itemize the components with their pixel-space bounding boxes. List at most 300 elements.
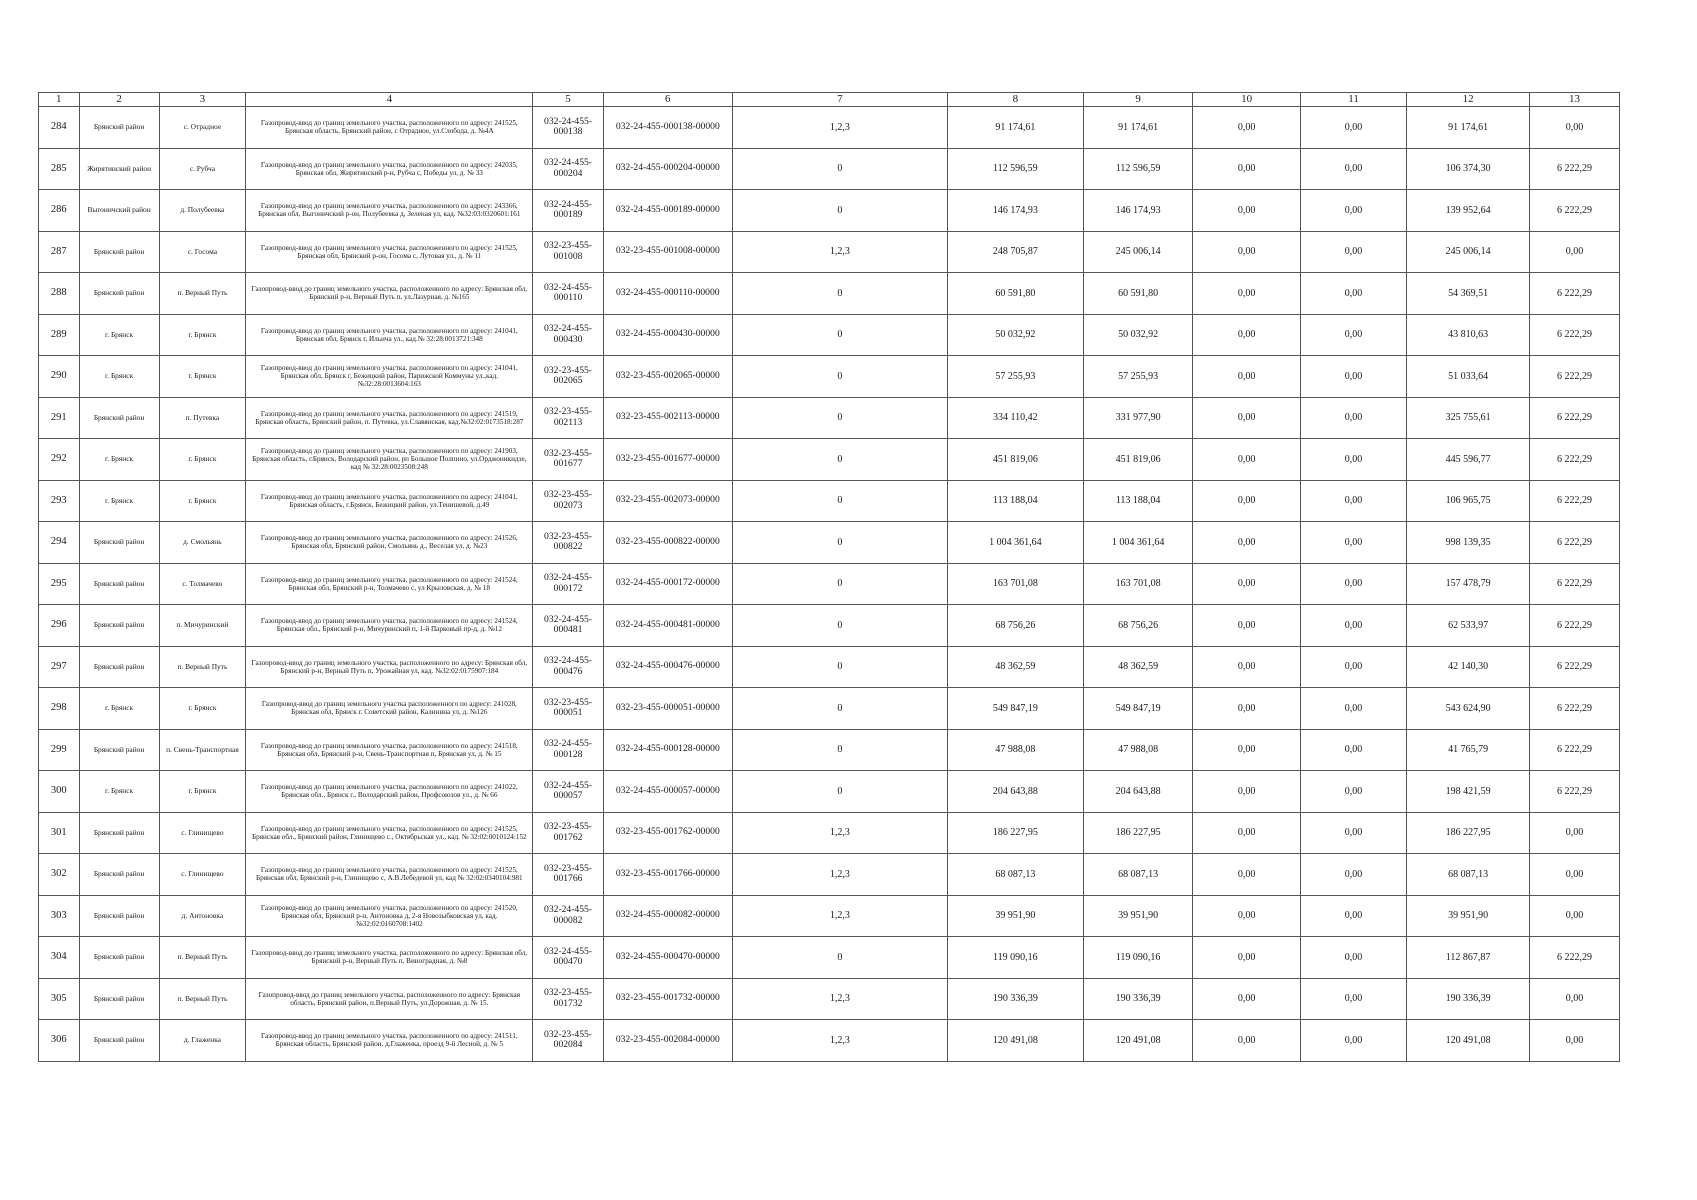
object-description-cell: Газопровод-ввод до границ земельного участка, расположенного по адресу: 243366, Брянская обл, Выгоничский р-он, Полубеевка д, Зеленая ул, кад. №32:03:0320601:161	[246, 190, 533, 232]
value-col8-cell: 451 819,06	[947, 439, 1083, 481]
table-row	[39, 107, 1620, 149]
value-col9-cell: 1 004 361,64	[1083, 522, 1193, 564]
district-cell: Брянский район	[79, 563, 159, 605]
district-cell: Брянский район	[79, 729, 159, 771]
value-col8-cell: 190 336,39	[947, 978, 1083, 1020]
settlement-cell: г. Брянск	[159, 314, 246, 356]
value-col8-cell: 119 090,16	[947, 937, 1083, 979]
value-col9-cell: 204 643,88	[1083, 771, 1193, 813]
district-cell: Брянский район	[79, 273, 159, 315]
value-col8-cell: 120 491,08	[947, 1020, 1083, 1062]
stage-cell: 1,2,3	[732, 812, 947, 854]
object-description-cell: Газопровод-ввод до границ земельного участка, расположенного по адресу: Брянская область, Брянский район, п.Верный Путь, ул.Дорожная, д. № 15.	[246, 978, 533, 1020]
object-code-cell: 032-23-455-001732	[533, 978, 603, 1020]
row-number-cell: 302	[39, 854, 80, 896]
value-col8-cell: 47 988,08	[947, 729, 1083, 771]
settlement-cell: п. Верный Путь	[159, 273, 246, 315]
row-number-cell: 300	[39, 771, 80, 813]
value-col11-cell: 0,00	[1300, 397, 1406, 439]
value-col8-cell: 112 596,59	[947, 148, 1083, 190]
district-cell: Брянский район	[79, 895, 159, 937]
column-header: 12	[1407, 93, 1530, 107]
value-col8-cell: 60 591,80	[947, 273, 1083, 315]
stage-cell: 0	[732, 148, 947, 190]
settlement-cell: д. Смольянь	[159, 522, 246, 564]
value-col13-cell: 6 222,29	[1529, 522, 1619, 564]
value-col9-cell: 163 701,08	[1083, 563, 1193, 605]
full-code-cell: 032-23-455-001677-00000	[603, 439, 732, 481]
district-cell: Выгоничский район	[79, 190, 159, 232]
row-number-cell: 291	[39, 397, 80, 439]
settlement-cell: с. Отрадное	[159, 107, 246, 149]
settlement-cell: с. Глинищево	[159, 854, 246, 896]
value-col11-cell: 0,00	[1300, 812, 1406, 854]
value-col10-cell: 0,00	[1193, 314, 1300, 356]
value-col8-cell: 204 643,88	[947, 771, 1083, 813]
stage-cell: 1,2,3	[732, 854, 947, 896]
value-col9-cell: 57 255,93	[1083, 356, 1193, 398]
value-col12-cell: 91 174,61	[1407, 107, 1530, 149]
value-col13-cell: 6 222,29	[1529, 273, 1619, 315]
table-row	[39, 480, 1620, 522]
object-description-cell: Газопровод-ввод до границ земельного участка, расположенного по адресу: 241525, Брянская обл., Брянский район, Глинищево с., Октябрьская ул., кад. № 32:02:0010124:152	[246, 812, 533, 854]
district-cell: Брянский район	[79, 397, 159, 439]
value-col13-cell: 6 222,29	[1529, 314, 1619, 356]
settlement-cell: с. Госома	[159, 231, 246, 273]
settlement-cell: г. Брянск	[159, 356, 246, 398]
value-col9-cell: 60 591,80	[1083, 273, 1193, 315]
value-col9-cell: 549 847,19	[1083, 688, 1193, 730]
value-col8-cell: 68 756,26	[947, 605, 1083, 647]
stage-cell: 0	[732, 771, 947, 813]
full-code-cell: 032-24-455-000110-00000	[603, 273, 732, 315]
row-number-cell: 297	[39, 646, 80, 688]
full-code-cell: 032-24-455-000128-00000	[603, 729, 732, 771]
object-description-cell: Газопровод-ввод до границ земельного участка, расположенного по адресу: 241519, Брянская область, Брянский район, п. Путевка, ул.Славянская, кад.№32:02:0173518:287	[246, 397, 533, 439]
value-col11-cell: 0,00	[1300, 978, 1406, 1020]
column-header: 7	[732, 93, 947, 107]
stage-cell: 0	[732, 522, 947, 564]
object-description-cell: Газопровод-ввод до границ земельного участка, расположенного по адресу: 241041, Брянская обл, Брянск г, Ильича ул., кад.№ 32:28:0013721:348	[246, 314, 533, 356]
object-code-cell: 032-23-455-001677	[533, 439, 603, 481]
row-number-cell: 306	[39, 1020, 80, 1062]
full-code-cell: 032-23-455-001766-00000	[603, 854, 732, 896]
stage-cell: 0	[732, 356, 947, 398]
row-number-cell: 292	[39, 439, 80, 481]
value-col9-cell: 48 362,59	[1083, 646, 1193, 688]
row-number-cell: 303	[39, 895, 80, 937]
full-code-cell: 032-24-455-000476-00000	[603, 646, 732, 688]
full-code-cell: 032-24-455-000189-00000	[603, 190, 732, 232]
stage-cell: 1,2,3	[732, 978, 947, 1020]
value-col8-cell: 1 004 361,64	[947, 522, 1083, 564]
row-number-cell: 286	[39, 190, 80, 232]
object-code-cell: 032-23-455-002084	[533, 1020, 603, 1062]
row-number-cell: 304	[39, 937, 80, 979]
header-row	[39, 93, 1620, 107]
value-col10-cell: 0,00	[1193, 480, 1300, 522]
stage-cell: 0	[732, 729, 947, 771]
value-col12-cell: 68 087,13	[1407, 854, 1530, 896]
table-row	[39, 1020, 1620, 1062]
value-col13-cell: 6 222,29	[1529, 148, 1619, 190]
value-col13-cell: 6 222,29	[1529, 397, 1619, 439]
object-description-cell: Газопровод-ввод до границ земельного участка, расположенного по адресу: 241518, Брянская обл, Брянский р-н, Свень-Транспортная п, Брянская ул, д. № 15	[246, 729, 533, 771]
value-col11-cell: 0,00	[1300, 190, 1406, 232]
table-row	[39, 646, 1620, 688]
object-description-cell: Газопровод-ввод до границ земельного участка, расположенного по адресу: 241022, Брянская обл., Брянск г., Володарский район, Профсоюзов ул., д. № 66	[246, 771, 533, 813]
district-cell: Брянский район	[79, 812, 159, 854]
value-col10-cell: 0,00	[1193, 646, 1300, 688]
column-header: 10	[1193, 93, 1300, 107]
settlement-cell: д. Антоновка	[159, 895, 246, 937]
value-col11-cell: 0,00	[1300, 273, 1406, 315]
object-code-cell: 032-23-455-000051	[533, 688, 603, 730]
value-col13-cell: 0,00	[1529, 231, 1619, 273]
object-code-cell: 032-24-455-000476	[533, 646, 603, 688]
district-cell: г. Брянск	[79, 356, 159, 398]
value-col12-cell: 106 374,30	[1407, 148, 1530, 190]
object-description-cell: Газопровод-ввод до границ земельного участка, расположенного по адресу: 241524, Брянская обл., Брянский р-н, Мичуринский п, 1-й Парковый пр-д, д. №12	[246, 605, 533, 647]
stage-cell: 0	[732, 397, 947, 439]
stage-cell: 0	[732, 480, 947, 522]
full-code-cell: 032-23-455-002065-00000	[603, 356, 732, 398]
value-col13-cell: 0,00	[1529, 107, 1619, 149]
table-row	[39, 231, 1620, 273]
value-col13-cell: 6 222,29	[1529, 729, 1619, 771]
value-col13-cell: 6 222,29	[1529, 688, 1619, 730]
value-col12-cell: 42 140,30	[1407, 646, 1530, 688]
column-header: 2	[79, 93, 159, 107]
value-col13-cell: 0,00	[1529, 978, 1619, 1020]
value-col10-cell: 0,00	[1193, 522, 1300, 564]
row-number-cell: 293	[39, 480, 80, 522]
registry-sheet	[38, 92, 1620, 1062]
table-row	[39, 978, 1620, 1020]
value-col9-cell: 39 951,90	[1083, 895, 1193, 937]
table-row	[39, 397, 1620, 439]
value-col11-cell: 0,00	[1300, 439, 1406, 481]
value-col11-cell: 0,00	[1300, 605, 1406, 647]
value-col8-cell: 163 701,08	[947, 563, 1083, 605]
value-col11-cell: 0,00	[1300, 771, 1406, 813]
row-number-cell: 298	[39, 688, 80, 730]
full-code-cell: 032-24-455-000481-00000	[603, 605, 732, 647]
column-header: 1	[39, 93, 80, 107]
full-code-cell: 032-23-455-001008-00000	[603, 231, 732, 273]
stage-cell: 1,2,3	[732, 107, 947, 149]
settlement-cell: г. Брянск	[159, 688, 246, 730]
object-code-cell: 032-24-455-000057	[533, 771, 603, 813]
value-col11-cell: 0,00	[1300, 854, 1406, 896]
stage-cell: 0	[732, 563, 947, 605]
table-row	[39, 314, 1620, 356]
table-row	[39, 895, 1620, 937]
value-col10-cell: 0,00	[1193, 771, 1300, 813]
full-code-cell: 032-23-455-000822-00000	[603, 522, 732, 564]
full-code-cell: 032-23-455-002113-00000	[603, 397, 732, 439]
value-col10-cell: 0,00	[1193, 273, 1300, 315]
value-col10-cell: 0,00	[1193, 895, 1300, 937]
value-col12-cell: 41 765,79	[1407, 729, 1530, 771]
object-code-cell: 032-24-455-000470	[533, 937, 603, 979]
value-col13-cell: 0,00	[1529, 1020, 1619, 1062]
value-col12-cell: 51 033,64	[1407, 356, 1530, 398]
value-col12-cell: 139 952,64	[1407, 190, 1530, 232]
value-col11-cell: 0,00	[1300, 107, 1406, 149]
object-code-cell: 032-23-455-002073	[533, 480, 603, 522]
column-header: 11	[1300, 93, 1406, 107]
table-row	[39, 563, 1620, 605]
full-code-cell: 032-24-455-000430-00000	[603, 314, 732, 356]
object-description-cell: Газопровод-ввод до границ земельного участка, расположенного по адресу: 241525, Брянская область, Брянский район, с Отрадное, ул.Слобода, д. №4А	[246, 107, 533, 149]
value-col9-cell: 451 819,06	[1083, 439, 1193, 481]
value-col11-cell: 0,00	[1300, 480, 1406, 522]
value-col9-cell: 331 977,90	[1083, 397, 1193, 439]
stage-cell: 0	[732, 937, 947, 979]
district-cell: Брянский район	[79, 1020, 159, 1062]
full-code-cell: 032-23-455-002084-00000	[603, 1020, 732, 1062]
district-cell: Жирятинский район	[79, 148, 159, 190]
district-cell: Брянский район	[79, 231, 159, 273]
table-row	[39, 522, 1620, 564]
value-col13-cell: 6 222,29	[1529, 356, 1619, 398]
settlement-cell: г. Брянск	[159, 439, 246, 481]
object-code-cell: 032-24-455-000204	[533, 148, 603, 190]
value-col12-cell: 106 965,75	[1407, 480, 1530, 522]
value-col12-cell: 190 336,39	[1407, 978, 1530, 1020]
object-code-cell: 032-24-455-000430	[533, 314, 603, 356]
value-col8-cell: 248 705,87	[947, 231, 1083, 273]
value-col10-cell: 0,00	[1193, 231, 1300, 273]
district-cell: Брянский район	[79, 937, 159, 979]
registry-table	[38, 92, 1620, 1062]
value-col8-cell: 186 227,95	[947, 812, 1083, 854]
value-col9-cell: 112 596,59	[1083, 148, 1193, 190]
stage-cell: 1,2,3	[732, 895, 947, 937]
value-col9-cell: 50 032,92	[1083, 314, 1193, 356]
value-col13-cell: 0,00	[1529, 812, 1619, 854]
value-col13-cell: 6 222,29	[1529, 563, 1619, 605]
district-cell: г. Брянск	[79, 439, 159, 481]
row-number-cell: 295	[39, 563, 80, 605]
value-col11-cell: 0,00	[1300, 895, 1406, 937]
row-number-cell: 299	[39, 729, 80, 771]
object-code-cell: 032-24-455-000110	[533, 273, 603, 315]
object-description-cell: Газопровод-ввод до границ земельного участка, расположенного по адресу: Брянская обл, Брянский р-н, Верный Путь п, Урожайная ул, кад. №32:02:0175907:184	[246, 646, 533, 688]
value-col8-cell: 334 110,42	[947, 397, 1083, 439]
value-col12-cell: 43 810,63	[1407, 314, 1530, 356]
district-cell: Брянский район	[79, 854, 159, 896]
value-col12-cell: 112 867,87	[1407, 937, 1530, 979]
row-number-cell: 294	[39, 522, 80, 564]
value-col12-cell: 157 478,79	[1407, 563, 1530, 605]
object-description-cell: Газопровод-ввод до границ земельного участка, расположенного по адресу: 241511, Брянская область, Брянский район, д.Глаженка, проезд 9-й Лесной, д. № 5	[246, 1020, 533, 1062]
value-col12-cell: 325 755,61	[1407, 397, 1530, 439]
object-description-cell: Газопровод-ввод до границ земельного участка, расположенного по адресу: 241524, Брянская обл, Брянский р-н, Толмачево с, ул Крыловская, д. № 18	[246, 563, 533, 605]
object-code-cell: 032-24-455-000138	[533, 107, 603, 149]
full-code-cell: 032-24-455-000204-00000	[603, 148, 732, 190]
column-header: 3	[159, 93, 246, 107]
full-code-cell: 032-24-455-000172-00000	[603, 563, 732, 605]
column-header: 5	[533, 93, 603, 107]
object-description-cell: Газопровод-ввод до границ земельного участка, расположенного по адресу: 242035, Брянская обл, Жирятинский р-н, Рубча с, Победы ул, д. № 33	[246, 148, 533, 190]
value-col8-cell: 91 174,61	[947, 107, 1083, 149]
value-col10-cell: 0,00	[1193, 978, 1300, 1020]
settlement-cell: д. Полубеевка	[159, 190, 246, 232]
value-col11-cell: 0,00	[1300, 646, 1406, 688]
value-col9-cell: 120 491,08	[1083, 1020, 1193, 1062]
settlement-cell: с. Глинищево	[159, 812, 246, 854]
table-row	[39, 729, 1620, 771]
value-col10-cell: 0,00	[1193, 107, 1300, 149]
object-description-cell: Газопровод-ввод до границ земельного участка, расположенного по адресу: 241525, Брянская обл, Брянский р-он, Госома с, Лутовая ул., д. № 11	[246, 231, 533, 273]
object-description-cell: Газопровод-ввод до границ земельного участка, расположенного по адресу: Брянская обл, Брянский р-н, Верный Путь п, ул.Лазурная, д. №165	[246, 273, 533, 315]
value-col13-cell: 6 222,29	[1529, 439, 1619, 481]
value-col13-cell: 6 222,29	[1529, 646, 1619, 688]
object-description-cell: Газопровод-ввод до границ земельного участка, расположенного по адресу: 241903, Брянская область, г.Брянск, Володарский район, рп Большое Полпино, ул.Орджоникидзе, кад № 32:28:0023508:248	[246, 439, 533, 481]
stage-cell: 0	[732, 314, 947, 356]
column-header: 4	[246, 93, 533, 107]
value-col11-cell: 0,00	[1300, 314, 1406, 356]
table-row	[39, 688, 1620, 730]
value-col12-cell: 445 596,77	[1407, 439, 1530, 481]
object-code-cell: 032-23-455-001008	[533, 231, 603, 273]
table-row	[39, 605, 1620, 647]
stage-cell: 1,2,3	[732, 1020, 947, 1062]
value-col13-cell: 6 222,29	[1529, 480, 1619, 522]
row-number-cell: 287	[39, 231, 80, 273]
value-col11-cell: 0,00	[1300, 356, 1406, 398]
district-cell: г. Брянск	[79, 480, 159, 522]
object-description-cell: Газопровод-ввод до границ земельного участка, расположенного по адресу: 241525, Брянская обл, Брянский р-н, Глинищево с, А.В.Лебедевой ул, кад № 32:02:0340104:981	[246, 854, 533, 896]
value-col11-cell: 0,00	[1300, 563, 1406, 605]
table-row	[39, 937, 1620, 979]
value-col9-cell: 68 087,13	[1083, 854, 1193, 896]
value-col12-cell: 245 006,14	[1407, 231, 1530, 273]
value-col9-cell: 119 090,16	[1083, 937, 1193, 979]
value-col8-cell: 39 951,90	[947, 895, 1083, 937]
object-code-cell: 032-24-455-000481	[533, 605, 603, 647]
column-header: 9	[1083, 93, 1193, 107]
row-number-cell: 290	[39, 356, 80, 398]
value-col10-cell: 0,00	[1193, 937, 1300, 979]
settlement-cell: п. Мичуринский	[159, 605, 246, 647]
value-col10-cell: 0,00	[1193, 148, 1300, 190]
object-code-cell: 032-23-455-001766	[533, 854, 603, 896]
full-code-cell: 032-24-455-000138-00000	[603, 107, 732, 149]
value-col10-cell: 0,00	[1193, 605, 1300, 647]
settlement-cell: г. Брянск	[159, 771, 246, 813]
row-number-cell: 288	[39, 273, 80, 315]
value-col8-cell: 50 032,92	[947, 314, 1083, 356]
stage-cell: 0	[732, 190, 947, 232]
value-col10-cell: 0,00	[1193, 356, 1300, 398]
value-col12-cell: 543 624,90	[1407, 688, 1530, 730]
value-col11-cell: 0,00	[1300, 729, 1406, 771]
value-col11-cell: 0,00	[1300, 231, 1406, 273]
value-col13-cell: 6 222,29	[1529, 771, 1619, 813]
value-col10-cell: 0,00	[1193, 439, 1300, 481]
full-code-cell: 032-24-455-000082-00000	[603, 895, 732, 937]
object-description-cell: Газопровод-ввод до границ земельного участка расположенного по адресу: 241028, Брянская обл, Брянск г. Советский район, Калинина ул, д. №126	[246, 688, 533, 730]
full-code-cell: 032-24-455-000470-00000	[603, 937, 732, 979]
value-col12-cell: 39 951,90	[1407, 895, 1530, 937]
value-col10-cell: 0,00	[1193, 854, 1300, 896]
table-row	[39, 771, 1620, 813]
stage-cell: 0	[732, 605, 947, 647]
district-cell: Брянский район	[79, 978, 159, 1020]
settlement-cell: п. Верный Путь	[159, 646, 246, 688]
value-col9-cell: 146 174,93	[1083, 190, 1193, 232]
stage-cell: 0	[732, 688, 947, 730]
object-description-cell: Газопровод-ввод до границ земельного участка, расположенного по адресу: 241041, Брянская обл, Брянск г, Бежицкий район, Парижской Коммуны ул.,кад. №32:28:0013604:163	[246, 356, 533, 398]
settlement-cell: п. Свень-Транспортная	[159, 729, 246, 771]
value-col12-cell: 186 227,95	[1407, 812, 1530, 854]
stage-cell: 0	[732, 273, 947, 315]
full-code-cell: 032-23-455-000051-00000	[603, 688, 732, 730]
value-col10-cell: 0,00	[1193, 397, 1300, 439]
district-cell: г. Брянск	[79, 688, 159, 730]
table-body	[39, 107, 1620, 1062]
value-col10-cell: 0,00	[1193, 812, 1300, 854]
column-header: 13	[1529, 93, 1619, 107]
row-number-cell: 285	[39, 148, 80, 190]
value-col8-cell: 146 174,93	[947, 190, 1083, 232]
value-col12-cell: 998 139,35	[1407, 522, 1530, 564]
row-number-cell: 289	[39, 314, 80, 356]
object-code-cell: 032-24-455-000189	[533, 190, 603, 232]
value-col11-cell: 0,00	[1300, 688, 1406, 730]
object-code-cell: 032-23-455-002113	[533, 397, 603, 439]
settlement-cell: п. Верный Путь	[159, 937, 246, 979]
row-number-cell: 305	[39, 978, 80, 1020]
value-col10-cell: 0,00	[1193, 688, 1300, 730]
table-row	[39, 812, 1620, 854]
object-code-cell: 032-23-455-001762	[533, 812, 603, 854]
value-col8-cell: 48 362,59	[947, 646, 1083, 688]
settlement-cell: п. Путевка	[159, 397, 246, 439]
value-col9-cell: 190 336,39	[1083, 978, 1193, 1020]
value-col9-cell: 91 174,61	[1083, 107, 1193, 149]
object-code-cell: 032-24-455-000128	[533, 729, 603, 771]
value-col8-cell: 57 255,93	[947, 356, 1083, 398]
value-col10-cell: 0,00	[1193, 729, 1300, 771]
full-code-cell: 032-24-455-000057-00000	[603, 771, 732, 813]
value-col9-cell: 68 756,26	[1083, 605, 1193, 647]
row-number-cell: 284	[39, 107, 80, 149]
value-col9-cell: 186 227,95	[1083, 812, 1193, 854]
object-code-cell: 032-23-455-002065	[533, 356, 603, 398]
value-col12-cell: 62 533,97	[1407, 605, 1530, 647]
stage-cell: 0	[732, 439, 947, 481]
settlement-cell: с. Рубча	[159, 148, 246, 190]
column-header: 6	[603, 93, 732, 107]
value-col13-cell: 0,00	[1529, 895, 1619, 937]
settlement-cell: д. Глаженка	[159, 1020, 246, 1062]
value-col10-cell: 0,00	[1193, 563, 1300, 605]
value-col11-cell: 0,00	[1300, 522, 1406, 564]
settlement-cell: п. Верный Путь	[159, 978, 246, 1020]
district-cell: Брянский район	[79, 605, 159, 647]
value-col13-cell: 0,00	[1529, 854, 1619, 896]
row-number-cell: 301	[39, 812, 80, 854]
value-col13-cell: 6 222,29	[1529, 937, 1619, 979]
value-col9-cell: 245 006,14	[1083, 231, 1193, 273]
value-col10-cell: 0,00	[1193, 190, 1300, 232]
object-description-cell: Газопровод-ввод до границ земельного участка, расположенного по адресу: 241520, Брянская обл, Брянский р-н, Антоновка д, 2-я Новозыбковская ул, кад. №32:02:0160708:1402	[246, 895, 533, 937]
full-code-cell: 032-23-455-002073-00000	[603, 480, 732, 522]
